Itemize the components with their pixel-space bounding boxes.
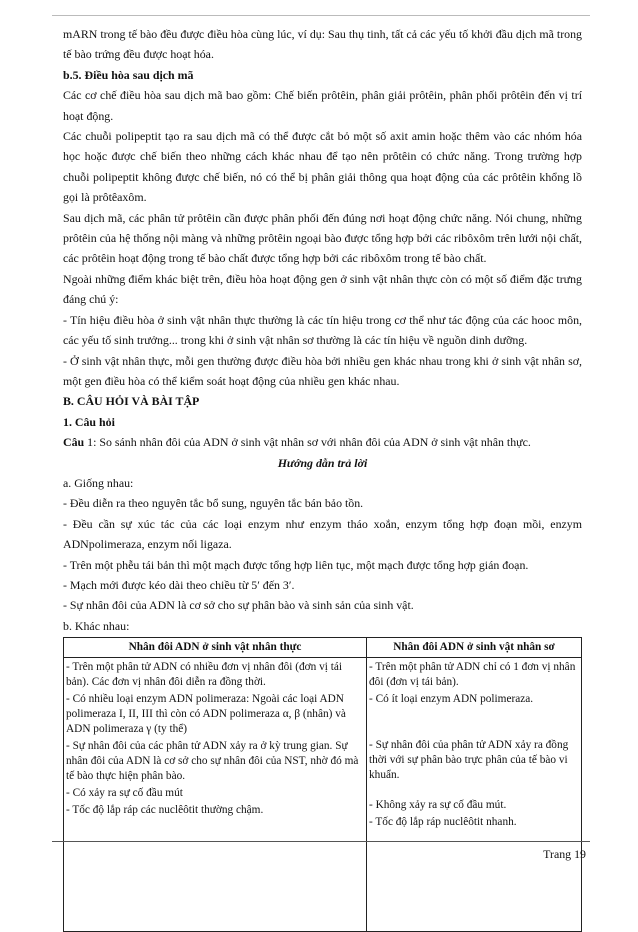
cell-item: - Tốc độ lắp ráp các nuclêôtit thường chậm.	[66, 804, 264, 817]
paragraph: Các cơ chế điều hòa sau dịch mã bao gồm: Chế biến prôtêin, phân giải prôtêin, phân phối prôtêin đến vị trí hoạt động.	[63, 88, 582, 123]
subsection-heading: 1. Câu hỏi	[63, 414, 115, 429]
table-cell	[64, 658, 367, 932]
bullet: - Sự nhân đôi của ADN là cơ sở cho sự phân bào và sinh sản của sinh vật.	[63, 598, 414, 613]
section-heading: B. CÂU HỎI VÀ BÀI TẬP	[63, 394, 200, 409]
top-rule	[52, 15, 590, 16]
cell-item: - Có ít loại enzym ADN polimeraza.	[369, 693, 534, 706]
paragraph: - Ở sinh vật nhân thực, mỗi gen thường được điều hòa bởi nhiều gen khác nhau trong khi ở sinh vật nhân sơ, một gen điều hòa có thể kiểm soát hoạt động của nhiều gen khác nhau.	[63, 353, 582, 388]
bullet: - Đều diễn ra theo nguyên tắc bổ sung, nguyên tắc bán bảo tồn.	[63, 496, 364, 511]
page-number: Trang 19	[543, 847, 586, 861]
bullet: - Trên một phễu tái bản thì một mạch được tổng hợp liên tục, một mạch được tổng hợp gián đoạn.	[63, 557, 529, 572]
bullet: - Mạch mới được kéo dài theo chiều từ 5′ đến 3′.	[63, 577, 295, 592]
cell-item: - Không xảy ra sự cố đầu mút.	[369, 799, 507, 812]
cell-item: - Sự nhân đôi của phân tử ADN xảy ra đồng thời với sự phân bào trực phân của tế bào vi khuẩn.	[369, 739, 569, 782]
cell-item: - Trên một phân tử ADN có nhiều đơn vị nhân đôi (đơn vị tái bản). Các đơn vị nhân đôi diễn ra đồng thời.	[66, 661, 342, 689]
paragraph: - Tín hiệu điều hòa ở sinh vật nhân thực thường là các tín hiệu trong cơ thể như tác động của các hooc môn, các yếu tố sinh trưởng... trong khi ở sinh vật nhân sơ thường là các tín hiệu về nguồn dinh dưỡng.	[63, 312, 582, 348]
table-cell	[367, 658, 582, 932]
cell-item: - Trên một phân tử ADN chỉ có 1 đơn vị nhân đôi (đơn vị tái bản).	[369, 661, 576, 689]
answer-heading: Hướng dẫn trả lời	[277, 455, 368, 470]
cell-item: - Có xảy ra sự cố đầu mút	[66, 787, 183, 800]
comparison-table	[63, 637, 582, 932]
section-heading: b.5. Điều hòa sau dịch mã	[63, 67, 194, 82]
footer-rule	[52, 841, 590, 842]
table-row	[64, 658, 582, 932]
paragraph: Sau dịch mã, các phân tử prôtêin cần được phân phối đến đúng nơi hoạt động chức năng. Nói chung, những prôtêin của hệ thống nội màng và những prôtêin ngoại bào được tổng hợp bởi các ribôxôm trên lưới nội chất, các prôtêin hoạt động trong tế bào chất được tổng hợp bởi các ribôxôm trong tế bào chất.	[63, 210, 583, 266]
question-label: Câu	[63, 435, 85, 450]
paragraph: Các chuỗi polipeptit tạo ra sau dịch mã có thể được cắt bỏ một số axit amin hoặc thêm vào các nhóm hóa học hoặc được chế biến theo những cách khác nhau để tạo nên prôtêin có chức năng. Trong trường hợp chuỗi polipeptit không được chế biến, nó có thể bị phân giải thông qua hoạt động của các prôtêin khổng lồ gọi là prôtêaxôm.	[63, 129, 582, 205]
table-header: Nhân đôi ADN ở sinh vật nhân thực	[64, 638, 367, 658]
question-text: 1: So sánh nhân đôi của ADN ở sinh vật nhân sơ với nhân đôi của ADN ở sinh vật nhân thực.	[84, 435, 531, 450]
document-body	[63, 24, 582, 932]
question	[63, 432, 582, 452]
paragraph: mARN trong tế bào đều được điều hòa cùng lúc, ví dụ: Sau thụ tinh, tất cả các yếu tố khởi đầu dịch mã trong tế bào trứng đều được hoạt hóa.	[63, 27, 582, 62]
table-header-row	[64, 638, 582, 658]
cell-item: - Có nhiều loại enzym ADN polimeraza: Ngoài các loại ADN polimeraza I, II, III thì còn có ADN polimeraza α, β (nhân) và ADN polimeraza γ (ty thể)	[66, 693, 346, 736]
paragraph: a. Giống nhau:	[63, 475, 134, 490]
paragraph: Ngoài những điểm khác biệt trên, điều hòa hoạt động gen ở sinh vật nhân thực còn có một số điểm đặc trưng đáng chú ý:	[63, 271, 582, 307]
cell-item: - Sự nhân đôi của các phân tử ADN xảy ra ở kỳ trung gian. Sự nhân đôi của ADN là cơ sở cho sự nhân đôi của NST, nhờ đó mà tế bào thực hiện phân bào.	[66, 740, 359, 783]
table-header: Nhân đôi ADN ở sinh vật nhân sơ	[367, 638, 582, 658]
paragraph: b. Khác nhau:	[63, 618, 130, 633]
bullet: - Đều cần sự xúc tác của các loại enzym như enzym tháo xoắn, enzym tổng hợp đoạn mồi, enzym ADNpolimeraza, enzym nối ligaza.	[63, 516, 582, 552]
cell-item: - Tốc độ lắp ráp nuclêôtit nhanh.	[369, 816, 517, 829]
